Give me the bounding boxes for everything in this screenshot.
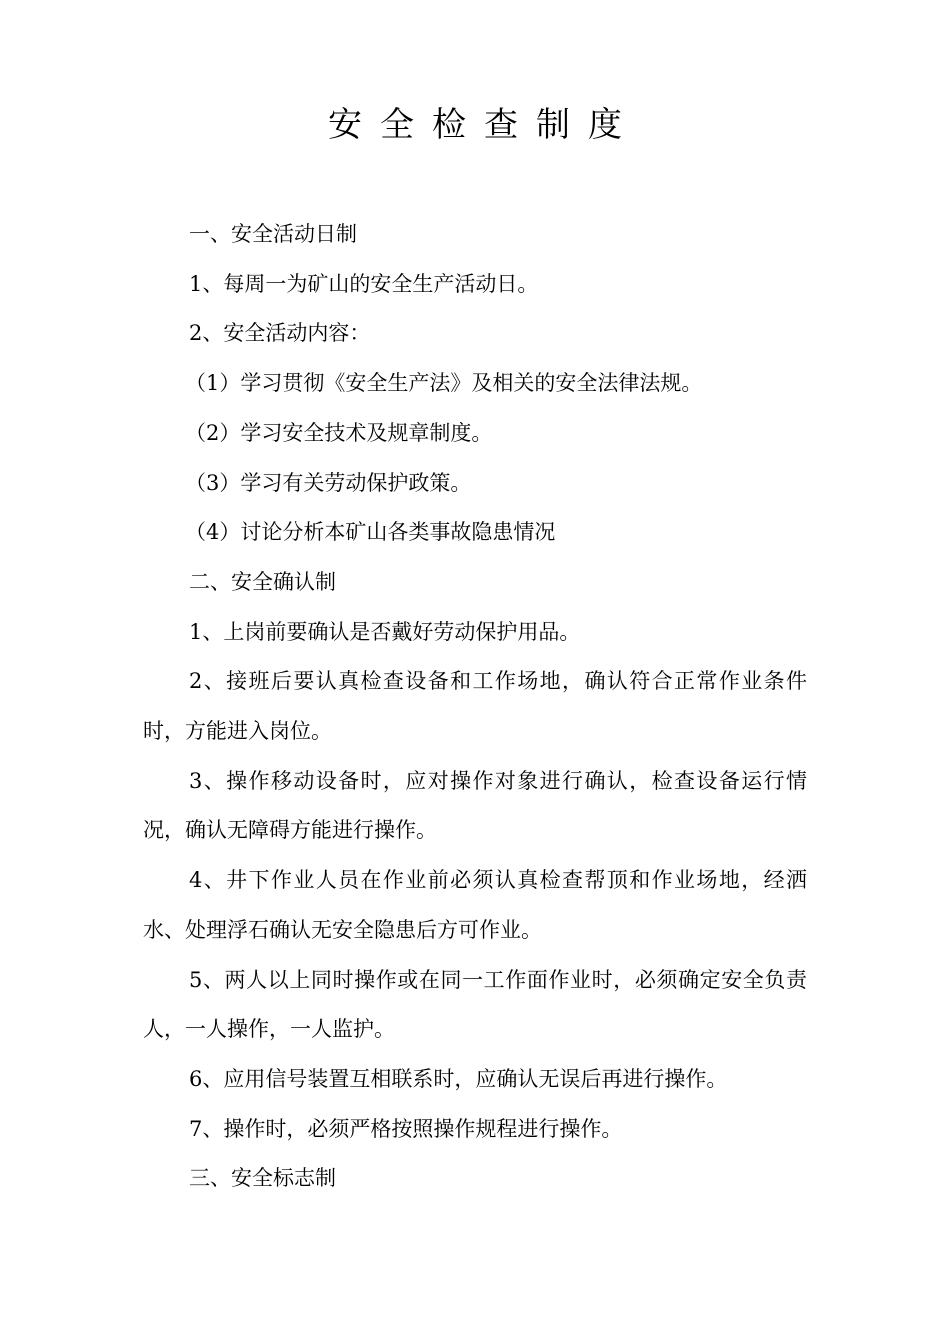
section-heading: 一、安全活动日制 [189, 222, 357, 246]
list-item: （2）学习安全技术及规章制度。 [185, 420, 493, 445]
paragraph: 3、操作移动设备时，应对操作对象进行确认，检查设备运行情况，确认无障碍方能进行操作。 [143, 768, 807, 843]
document-title: 安全检查制度 [328, 105, 640, 145]
paragraph: 7、操作时，必须严格按照操作规程进行操作。 [189, 1116, 623, 1141]
section-heading: 二、安全确认制 [189, 569, 336, 594]
document-body [143, 210, 807, 1204]
paragraph: 2、接班后要认真检查设备和工作场地，确认符合正常作业条件时，方能进入岗位。 [143, 669, 807, 744]
paragraph: 6、应用信号装置互相联系时，应确认无误后再进行操作。 [189, 1066, 728, 1091]
list-item: （4）讨论分析本矿山各类事故隐患情况 [185, 520, 556, 545]
list-item: （3）学习有关劳动保护政策。 [185, 470, 472, 495]
section-heading: 三、安全标志制 [189, 1166, 336, 1191]
list-item: （1）学习贯彻《安全生产法》及相关的安全法律法规。 [185, 371, 703, 396]
paragraph: 5、两人以上同时操作或在同一工作面作业时，必须确定安全负责人，一人操作，一人监护。 [143, 967, 807, 1042]
paragraph: 1、上岗前要确认是否戴好劳动保护用品。 [189, 619, 581, 644]
paragraph: 1、每周一为矿山的安全生产活动日。 [189, 271, 539, 296]
paragraph: 2、安全活动内容： [189, 321, 371, 346]
paragraph: 4、井下作业人员在作业前必须认真检查帮顶和作业场地，经洒水、处理浮石确认无安全隐患后方可作业。 [143, 868, 807, 942]
